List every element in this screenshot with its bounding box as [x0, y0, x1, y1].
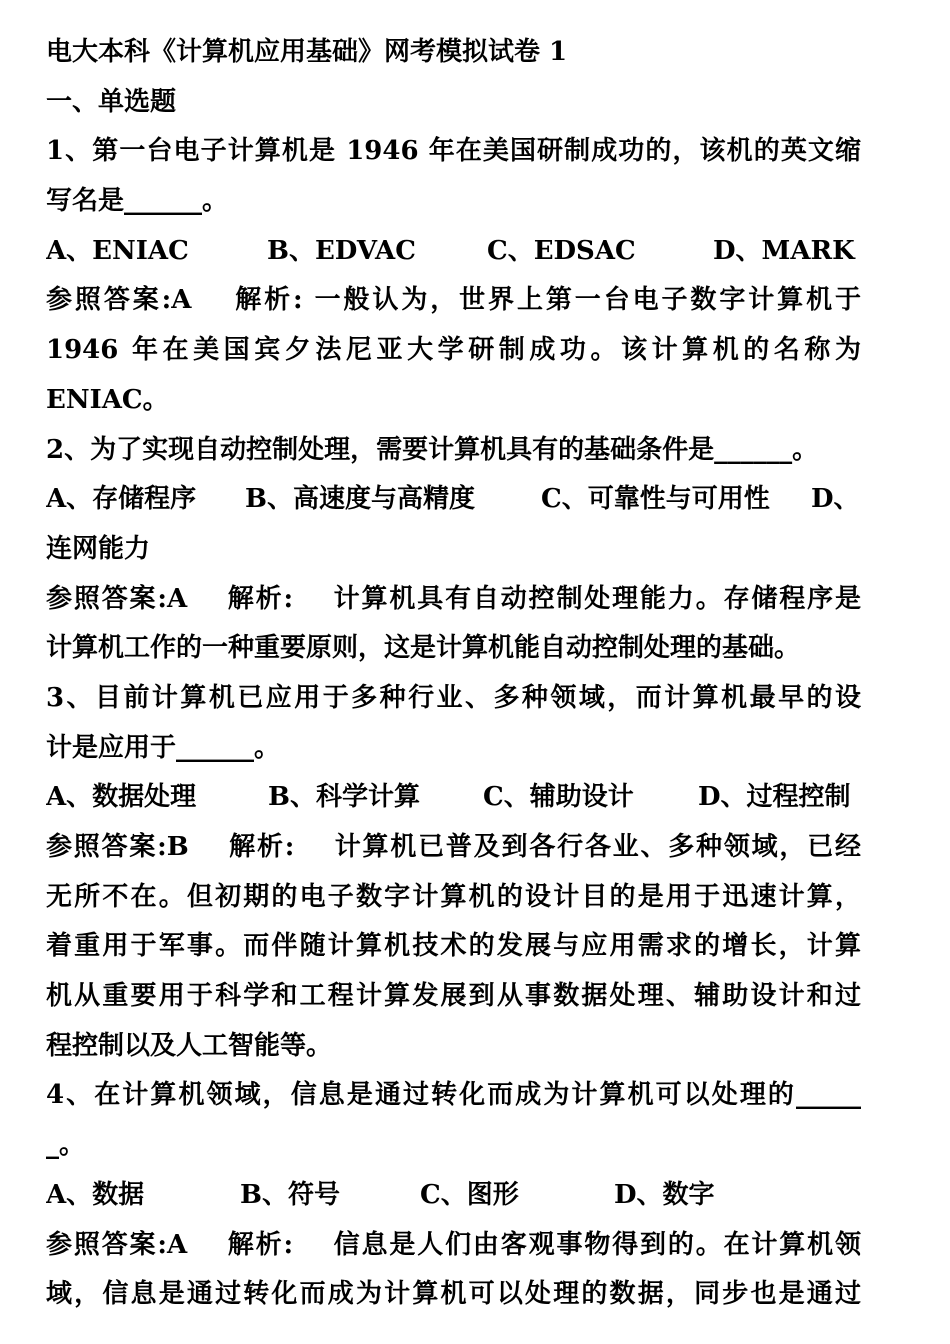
- answer-3-text-cont: 机从重要用于科学和工程计算发展到从事数据处理、辅助设计和过: [46, 981, 861, 1012]
- question-3-text-cont: 计是应用于______。: [46, 732, 281, 763]
- question-2-text: 2、为了实现自动控制处理，需要计算机具有的基础条件是______。: [46, 434, 819, 465]
- option-b: B、高速度与高精度: [245, 484, 475, 515]
- question-4-text-cont: _。: [46, 1130, 86, 1161]
- option-d: D、过程控制: [698, 782, 851, 813]
- option-a: A、存储程序: [46, 484, 197, 515]
- option-d: D、: [811, 484, 860, 515]
- question-4-text: 4、在计算机领域，信息是通过转化而成为计算机可以处理的_____: [46, 1080, 861, 1111]
- answer-3-text-end: 程控制以及人工智能等。: [46, 1030, 333, 1061]
- option-a: A、数据处理: [46, 782, 197, 813]
- section-heading: 一、单选题: [46, 86, 177, 117]
- option-d: D、MARK: [713, 235, 855, 266]
- answer-3-text-cont: 着重用于军事。而伴随计算机技术的发展与应用需求的增长，计算: [46, 931, 861, 962]
- question-2-options: [46, 475, 861, 525]
- question-3-text: 3、目前计算机已应用于多种行业、多种领域，而计算机最早的设: [46, 682, 861, 713]
- option-c: C、可靠性与可用性: [541, 484, 770, 515]
- answer-2-text: 参照答案:A 解析: 计算机具有自动控制处理能力。存储程序是: [46, 583, 861, 614]
- question-1-options: [46, 227, 861, 277]
- question-1-text: 1、第一台电子计算机是 1946 年在美国研制成功的，该机的英文缩: [46, 136, 861, 167]
- question-3-options: [46, 773, 861, 823]
- option-d: D、数字: [614, 1179, 715, 1210]
- option-a: A、ENIAC: [46, 235, 189, 266]
- option-c: C、图形: [420, 1179, 519, 1210]
- option-c: C、辅助设计: [483, 782, 634, 813]
- option-b: B、EDVAC: [267, 235, 416, 266]
- document-title: 电大本科《计算机应用基础》网考模拟试卷 1: [46, 37, 568, 67]
- answer-4-text: 参照答案:A 解析: 信息是人们由客观事物得到的。在计算机领: [46, 1229, 861, 1260]
- option-c: C、EDSAC: [487, 235, 636, 266]
- option-b: B、科学计算: [268, 782, 420, 813]
- answer-1-text-end: ENIAC。: [46, 384, 169, 415]
- answer-3-text-cont: 无所不在。但初期的电子数字计算机的设计目的是用于迅速计算，: [46, 881, 861, 912]
- question-4-options: [46, 1171, 861, 1221]
- answer-2-text-cont: 计算机工作的一种重要原则，这是计算机能自动控制处理的基础。: [46, 633, 801, 664]
- answer-1-text: 参照答案:A 解析: 一般认为，世界上第一台电子数字计算机于: [46, 285, 861, 316]
- answer-1-text-cont: 1946 年在美国宾夕法尼亚大学研制成功。该计算机的名称为: [46, 335, 861, 366]
- answer-3-text: 参照答案:B 解析: 计算机已普及到各行各业、多种领域，已经: [46, 832, 861, 862]
- question-1-text-cont: 写名是______。: [46, 186, 229, 217]
- option-d-cont: 连网能力: [46, 533, 151, 564]
- option-b: B、符号: [240, 1179, 340, 1210]
- option-a: A、数据: [46, 1179, 145, 1210]
- document-page: [46, 28, 861, 1320]
- answer-4-text-cont: 域，信息是通过转化而成为计算机可以处理的数据，同步也是通过: [46, 1279, 861, 1310]
